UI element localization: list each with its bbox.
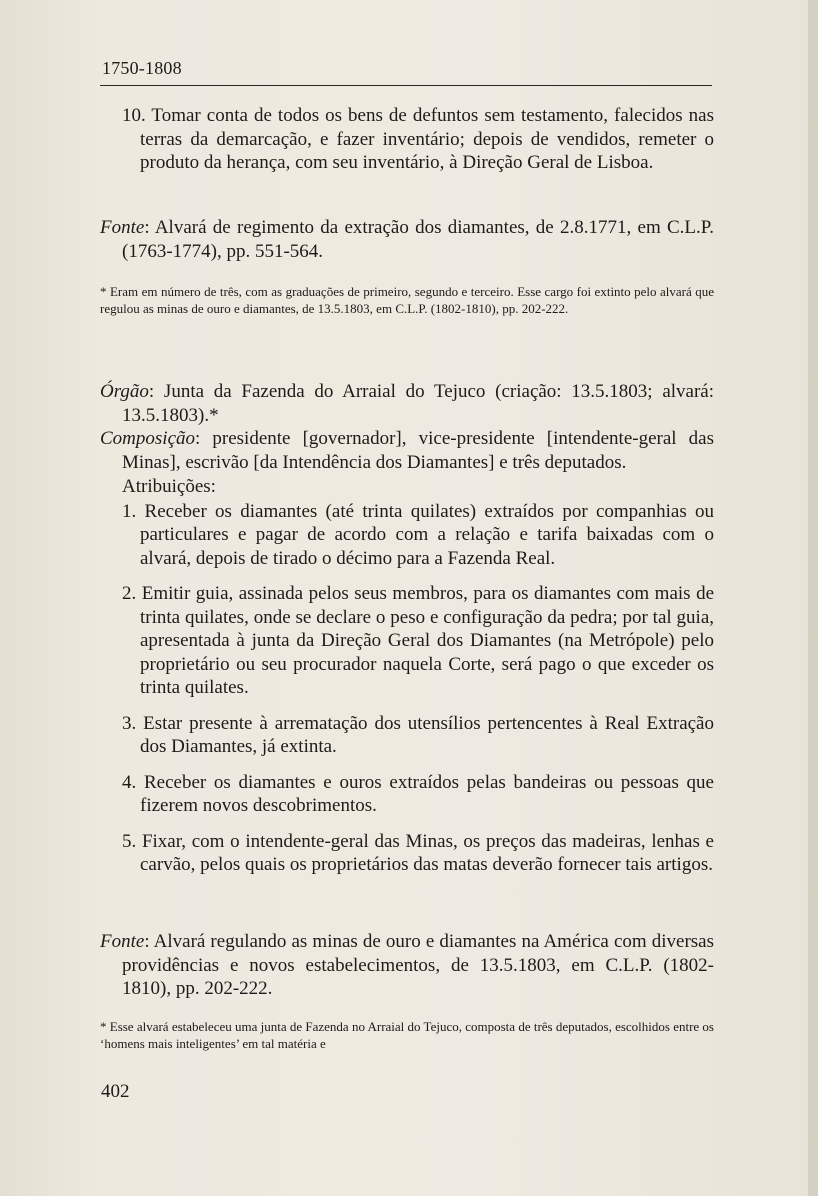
list-item: 3. Estar presente à arrematação dos utensílios pertencentes à Real Extração dos Diamantes, já extinta. [122,712,714,757]
list-item: 1. Receber os diamantes (até trinta quilates) extraídos por companhias ou particulares e pagar de acordo com a relação e tarifa baixadas com o alvará, depois de tirado o décimo para a Fazenda Real. [122,500,714,569]
source-label: Fonte [100,217,145,238]
section-1 [100,104,714,175]
source-1 [100,216,714,263]
source-text: : Alvará regulando as minas de ouro e diamantes na América com diversas providências e novos estabelecimentos, de 13.5.1803, em C.L.P. (1802-1810), pp. 202-222. [122,931,714,999]
orgao-line: Órgão: Junta da Fazenda do Arraial do Tejuco (criação: 13.5.1803; alvará: 13.5.1803).* [100,381,714,426]
section-2 [100,380,714,877]
footnote-1: * Eram em número de três, com as graduações de primeiro, segundo e terceiro. Esse cargo foi extinto pelo alvará que regulou as minas de ouro e diamantes, de 13.5.1803, em C.L.P. (1802-1810), pp. 202-222. [100,284,714,316]
orgao-label: Órgão [100,381,149,402]
list-item: 5. Fixar, com o intendente-geral das Minas, os preços das madeiras, lenhas e carvão, pelos quais os proprietários das matas deverão fornecer tais artigos. [122,830,714,875]
header-rule [100,85,712,86]
list-item: 4. Receber os diamantes e ouros extraídos pelas bandeiras ou pessoas que fizerem novos descobrimentos. [122,771,714,816]
page-edge [808,0,818,1196]
item-10: 10. Tomar conta de todos os bens de defuntos sem testamento, falecidos nas terras da demarcação, e fazer inventário; depois de vendidos, remeter o produto da herança, com seu inventário, à Direção Geral de Lisboa. [122,105,714,173]
running-title: 1750-1808 [102,58,182,78]
composicao-line: Composição: presidente [governador], vice-presidente [intendente-geral das Minas], escrivão [da Intendência dos Diamantes] e três deputados. [100,428,714,473]
source-2 [100,930,714,1001]
source-text: : Alvará de regimento da extração dos diamantes, de 2.8.1771, em C.L.P. (1763-1774), pp. 551-564. [122,217,714,262]
source-label: Fonte [100,931,145,952]
atribuicoes-heading: Atribuições: [122,476,216,497]
composicao-label: Composição [100,428,195,449]
footnote-2: * Esse alvará estabeleceu uma junta de Fazenda no Arraial do Tejuco, composta de três deputados, escolhidos entre os ‘homens mais inteligentes’ em tal matéria e [100,1019,714,1051]
page-number: 402 [101,1081,130,1102]
list-item: 2. Emitir guia, assinada pelos seus membros, para os diamantes com mais de trinta quilates, onde se declare o peso e configuração da pedra; por tal guia, apresentada à junta da Direção Geral dos Diamantes (na Metrópole) pelo proprietário ou seu procurador naquela Corte, será pago o que exceder os trinta quilates. [122,583,714,698]
